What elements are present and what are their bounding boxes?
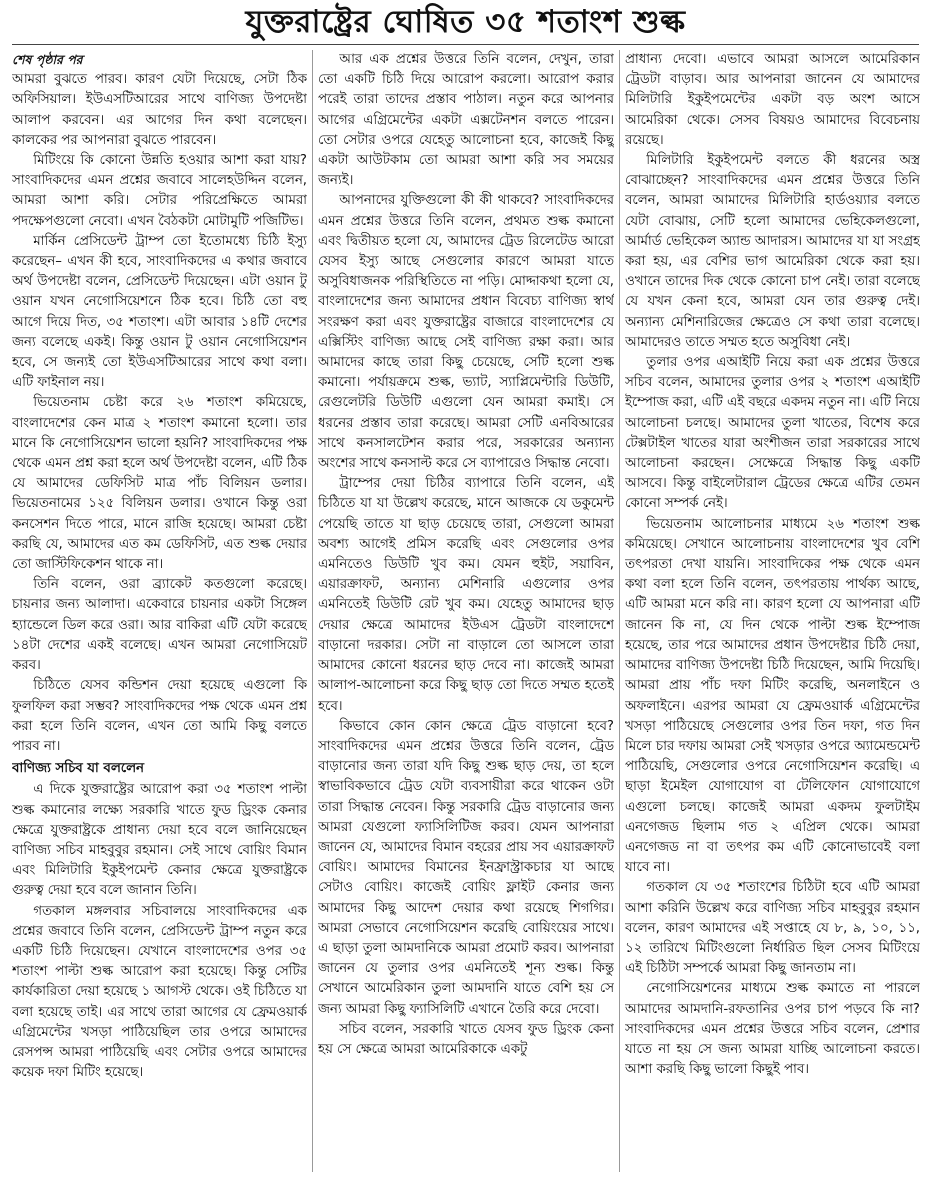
headline: যুক্তরাষ্ট্রের ঘোষিত ৩৫ শতাংশ শুল্ক xyxy=(245,4,686,40)
article-paragraph: কিভাবে কোন কোন ক্ষেত্রে ট্রেড বাড়ানো হবে? সাংবাদিকদের এমন প্রশ্নের উত্তরে তিনি বলেন, ট্রেড বাড়ানোর জন্য তারা যদি কিছু শুল্ক ছাড় দেয়, তা হলে স্বাভাবিকভাবে ট্রেড যেটা ব্যবসায়ীরা করে থাকেন ওটা তারা সিদ্ধান্ত নেবেন। কিন্তু সরকারি ট্রেড বাড়ানোর জন্য আমরা যেগুলো ফ্যাসিলিটিজ করব। যেমন আপনারা জানেন যে, আমাদের বিমান বহরের প্রায় সব এয়ারক্রাফট বোয়িং। আমাদের বিমানের ইনফ্রাস্ট্রাকচার যা আছে সেটাও বোয়িং। কাজেই বোয়িং ফ্লাইট কেনার জন্য আমাদের কিছু আদেশ দেয়ার কথা রয়েছে শিগগির। আমরা সেভাবে নেগোসিয়েশন করেছি বোয়িংয়ের সাথে। এ ছাড়া তুলা আমদানিকে আমরা প্রমোট করব। আপনারা জানেন যে তুলার ওপর এমনিতেই শূন্য শুল্ক। কিন্তু সেখানে আমেরিকান তুলা আমদানি যাতে বেশি হয় সে জন্য আমরা কিছু ফ্যাসিলিটি এখানে তৈরি করে দেবো। xyxy=(318,718,614,1017)
kicker: শেষ পৃষ্ঠার পর xyxy=(12,52,83,67)
article-paragraph: গতকাল যে ৩৫ শতাংশের চিঠিটা হবে এটি আমরা আশা করিনি উল্লেখ করে বাণিজ্য সচিব মাহবুবুর রহমান বলেন, কারণ আমাদের এই সপ্তাহে যে ৮, ৯, ১০, ১১, ১২ তারিখে মিটিংগুলো নির্ধারিত ছিল সেসব মিটিংয়ে এই চিঠিটা সম্পর্কে আমরা কিছু জানতাম না। xyxy=(625,880,920,977)
article-paragraph: নেগোসিয়েশনের মাধ্যমে শুল্ক কমাতে না পারলে আমাদের আমদানি-রফতানির ওপর চাপ পড়বে কি না? সাংবাদিকদের এমন প্রশ্নের উত্তরে সচিব বলেন, প্রেশার যাতে না হয় সে জন্য আমরা যাচ্ছি আলোচনা করতে। আশা করছি কিছু ভালো কিছুই পাব। xyxy=(625,981,920,1078)
column-2 xyxy=(318,50,614,1172)
subheading: বাণিজ্য সচিব যা বললেন xyxy=(12,761,144,777)
headline-rule xyxy=(12,44,919,45)
article-paragraph: এ দিকে যুক্তরাষ্ট্রের আরোপ করা ৩৫ শতাংশ পাল্টা শুল্ক কমানোর লক্ষ্যে সরকারি খাতে ফুড ড্রিংক কেনার ক্ষেত্রে যুক্তরাষ্ট্রকে প্রাধান্য দেয়া হবে বলে জানিয়েছেন বাণিজ্য সচিব মাহবুবুর রহমান। সেই সাথে বোয়িং বিমান এবং মিলিটারি ইকুইপমেন্ট কেনার ক্ষেত্রে যুক্তরাষ্ট্রকে গুরুত্ব দেয়া হবে বলে জানান তিনি। xyxy=(12,782,307,899)
article-paragraph: সচিব বলেন, সরকারি খাতে যেসব ফুড ড্রিংক কেনা হয় সে ক্ষেত্রে আমরা আমেরিকাকে একটু xyxy=(318,1021,614,1057)
column-divider xyxy=(312,50,313,1172)
article-paragraph: আর এক প্রশ্নের উত্তরে তিনি বলেন, দেখুন, তারা তো একটি চিঠি দিয়ে আরোপ করলো। আরোপ করার পরেই তারা তাদের প্রস্তাব পাঠাল। নতুন করে আপনার আগের এগ্রিমেন্টের একটা এক্সটেনশন বলতে পারেন। তো সেটার ওপরে যেহেতু আলোচনা হবে, কাজেই কিছু একটা আউটকাম তো আমরা আশা করি সব সময়ের জন্যই। xyxy=(318,52,614,189)
article-paragraph: তুলার ওপর এআইটি নিয়ে করা এক প্রশ্নের উত্তরে সচিব বলেন, আমাদের তুলার ওপর ২ শতাংশ এআইটি ইম্পোজ করা, এটি এই বছরে একদম নতুন না। এটি নিয়ে আলোচনা চলছে। আমাদের তুলা খাতের, বিশেষ করে টেক্সটাইল খাতের যারা অংশীজন তারা সরকারের সাথে আলোচনা করছেন। সেক্ষেত্রে সিদ্ধান্ত কিছু একটি আসবে। কিন্তু বাইলেটারাল ট্রেডের ক্ষেত্রে এটির তেমন কোনো সম্পর্ক নেই। xyxy=(625,355,920,512)
article-paragraph: তিনি বলেন, ওরা ব্র্যাকেট কতগুলো করেছে। চায়নার জন্য আলাদা। একেবারে চায়নার একটা সিঙ্গেল হ্যান্ডেলে ডিল করে ওরা। আর বাকিরা এটি যেটা করেছে ১৪টা দেশের একই বলেছে। এখন আমরা নেগোসিয়েট করব। xyxy=(12,577,307,674)
article-paragraph: ভিয়েতনাম চেষ্টা করে ২৬ শতাংশ কমিয়েছে, বাংলাদেশের কেন মাত্র ২ শতাংশ কমানো হলো। তার মানে কি নেগোসিয়েশন ভালো হয়নি? সাংবাদিকদের পক্ষ থেকে এমন প্রশ্ন করা হলে অর্থ উপদেষ্টা বলেন, এটি ঠিক যে আমাদের ডেফিসিট মাত্র পাঁচ বিলিয়ন ডলার। ভিয়েতনামের ১২৫ বিলিয়ন ডলার। ওখানে কিন্তু ওরা কনসেশন দিতে পারে, মানে রাজি হয়েছে। আমরা চেষ্টা করছি যে, আমাদের এত কম ডেফিসিট, এত শুল্ক দেয়ার তো জাস্টিফিকেশন থাকে না। xyxy=(12,395,307,573)
column-3 xyxy=(625,50,920,1172)
article-paragraph: গতকাল মঙ্গলবার সচিবালয়ে সাংবাদিকদের এক প্রশ্নের জবাবে তিনি বলেন, প্রেসিডেন্ট ট্রাম্প নতুন করে একটি চিঠি দিয়েছেন। যেখানে বাংলাদেশের ওপর ৩৫ শতাংশ পাল্টা শুল্ক আরোপ করা হয়েছে। কিন্তু সেটির কার্যকারিতা দেয়া হয়েছে ১ আগস্ট থেকে। ওই চিঠিতে যা বলা হয়েছে তাই। এর সাথে তারা আগের যে ফ্রেমওয়ার্ক এগ্রিমেন্টের খসড়া পাঠিয়েছিল তার ওপরে আমাদের রেসপন্স আমরা পাঠিয়েছি এবং সেটার ওপরে আমাদের কয়েক দফা মিটিং হয়েছে। xyxy=(12,903,307,1081)
article-paragraph: চিঠিতে যেসব কন্ডিশন দেয়া হয়েছে এগুলো কি ফুলফিল করা সম্ভব? সাংবাদিকদের পক্ষ থেকে এমন প্রশ্ন করা হলে তিনি বলেন, এখন তো আমি কিছু বলতে পারব না। xyxy=(12,678,307,754)
article-paragraph: মিলিটারি ইকুইপমেন্ট বলতে কী ধরনের অস্ত্র বোঝাচ্ছেন? সাংবাদিকদের এমন প্রশ্নের উত্তরে তিনি বলেন, আমরা আমাদের মিলিটারি হার্ডওয়্যার বলতে যেটা বোঝায়, সেটি হলো আমাদের ভেহিকেলগুলো, আর্মার্ড ভেহিকেল অ্যান্ড আদারস। আমাদের যা যা সংগ্রহ করা হয়, এর বেশির ভাগ আমেরিকা থেকে করা হয়। ওখানে তাদের দিক থেকে কোনো চাপ নেই। তারা বলেছে যে যখন কেনা হবে, আমরা যেন তার গুরুত্ব দেই। অন্যান্য মেশিনারিজের ক্ষেত্রেও সে কথা তারা বলেছে। আমাদেরও তাতে সম্মত হতে অসুবিধা নেই। xyxy=(625,153,920,350)
article-paragraph: ভিয়েতনাম আলোচনার মাধ্যমে ২৬ শতাংশ শুল্ক কমিয়েছে। সেখানে আলোচনায় বাংলাদেশের খুব বেশি তৎপরতা দেখা যায়নি। সাংবাদিকের পক্ষ থেকে এমন কথা বলা হলে তিনি বলেন, তৎপরতায় পার্থক্য আছে, এটি আমরা মনে করি না। কারণ হলো যে আপনারা এটি জানেন কি না, যে দিন থেকে পাল্টা শুল্ক ইম্পোজ হয়েছে, তার পরে আমাদের প্রধান উপদেষ্টার চিঠি দেয়া, আমাদের বাণিজ্য উপদেষ্টা চিঠি দিয়েছেন, আমি দিয়েছি। আমরা প্রায় পাঁচ দফা মিটিং করেছি, অনলাইনে ও অফলাইনে। এরপর আমরা যে ফ্রেমওয়ার্ক এগ্রিমেন্টের খসড়া পাঠিয়েছে সেগুলোর ওপর তিন দফা, গত দিন মিলে চার দফায় আমরা সেই খসড়ার ওপরে অ্যামেন্ডমেন্ট পাঠিয়েছি, সেগুলোর ওপরে নেগোসিয়েশন করেছি। এ ছাড়া ইমেইল যোগাযোগ বা টেলিফোন যোগাযোগে এগুলো চলছে। কাজেই আমরা একদম ফুলটাইম এনগেজড ছিলাম গত ২ এপ্রিল থেকে। আমরা এনগেজড না বা তৎপর কম এটি কোনোভাবেই বলা যাবে না। xyxy=(625,516,920,876)
article-paragraph: আপনাদের যুক্তিগুলো কী কী থাকবে? সাংবাদিকদের এমন প্রশ্নের উত্তরে তিনি বলেন, প্রথমত শুল্ক কমানো এবং দ্বিতীয়ত হলো যে, আমাদের ট্রেড রিলেটেড আরো যেসব ইস্যু আছে সেগুলোর কারণে আমরা যাতে অসুবিধাজনক পরিস্থিতিতে না পড়ি। মোদ্দাকথা হলো যে, বাংলাদেশের জন্য আমাদের প্রধান বিবেচ্য বাণিজ্য স্বার্থ সংরক্ষণ করা এবং যুক্তরাষ্ট্রের বাজারে বাংলাদেশের যে এক্সিস্টিং বাণিজ্য আছে সেই বাণিজ্য রক্ষা করা। আর আমাদের কাছে তারা কিছু চেয়েছে, সেটি হলো শুল্ক কমানো। পর্যায়ক্রমে শুল্ক, ভ্যাট, স্যাপ্লিমেন্টারি ডিউটি, রেগুলেটরি ডিউটি এগুলো যেন আমরা কমাই। সে ধরনের প্রস্তাব তারা করেছে। আমরা সেটি এনবিআরের সাথে কনসালটেশন করার পরে, সরকারের অন্যান্য অংশের সাথে কনসাল্ট করে সে ব্যাপারেও সিদ্ধান্ত নেবো। xyxy=(318,193,614,472)
article-paragraph: আমরা বুঝতে পারব। কারণ যেটা দিয়েছে, সেটা ঠিক অফিসিয়াল। ইউএসটিআরের সাথে বাণিজ্য উপদেষ্টা আলাপ করবেন। এর আগের দিন কথা বলেছেন। কালকের পর আপনারা বুঝতে পারবেন। xyxy=(12,72,307,148)
article-paragraph: মিটিংয়ে কি কোনো উন্নতি হওয়ার আশা করা যায়? সাংবাদিকদের এমন প্রশ্নের জবাবে সালেহউদ্দিন বলেন, আমরা আশা করি। সেটার পরিপ্রেক্ষিতে আমরা পদক্ষেপগুলো নেবো। এখন বৈঠকটা মোটামুটি পজিটিভ। xyxy=(12,153,307,229)
column-1 xyxy=(12,50,307,1172)
article-paragraph: ট্রাম্পের দেয়া চিঠির ব্যাপারে তিনি বলেন, এই চিঠিতে যা যা উল্লেখ করেছে, মানে আজকে যে ডকুমেন্ট পেয়েছি তাতে যা ছাড় চেয়েছে তারা, সেগুলো আমরা অবশ্য আগেই প্রমিস করেছি এবং সেগুলোর ওপর এমনিতেও ডিউটি খুব কম। যেমন হুইট, সয়াবিন, এয়ারক্রাফট, অন্যান্য মেশিনারি এগুলোর ওপর এমনিতেই ডিউটি রেট খুব কম। যেহেতু আমাদের ছাড় দেয়ার ক্ষেত্রে আমাদের ইউএস ট্রেডটা বাংলাদেশে বাড়ানো দরকার। সেটা না বাড়ালে তো আসলে তারা আমাদের কোনো ধরনের ছাড় দেবে না। কাজেই আমরা আলাপ-আলোচনা করে কিছু ছাড় তো দিতে সম্মত হতেই হবে। xyxy=(318,476,614,714)
article-paragraph: মার্কিন প্রেসিডেন্ট ট্রাম্প তো ইতোমধ্যে চিঠি ইস্যু করেছেন– এখন কী হবে, সাংবাদিকদের এ কথার জবাবে অর্থ উপদেষ্টা বলেন, প্রেসিডেন্ট দিয়েছেন। এটা ওয়ান টু ওয়ান যখন নেগোসিয়েশনে ঠিক হবে। চিঠি তো বহু আগে দিয়ে দিত, ৩৫ শতাংশ। এটা আবার ১৪টি দেশের জন্য বলেছে একই। কিন্তু ওয়ান টু ওয়ান নেগোসিয়েশন হবে, সে জন্যই তো ইউএসটিআরের সাথে কথা বলা। এটি ফাইনাল নয়। xyxy=(12,233,307,391)
column-divider xyxy=(619,50,620,1172)
article-paragraph: প্রাধান্য দেবো। এভাবে আমরা আসলে আমেরিকান ট্রেডটা বাড়াব। আর আপনারা জানেন যে আমাদের মিলিটারি ইকুইপমেন্টের একটা বড় অংশ আসে আমেরিকা থেকে। সেসব বিষয়ও আমাদের বিবেচনায় রয়েছে। xyxy=(625,52,920,148)
